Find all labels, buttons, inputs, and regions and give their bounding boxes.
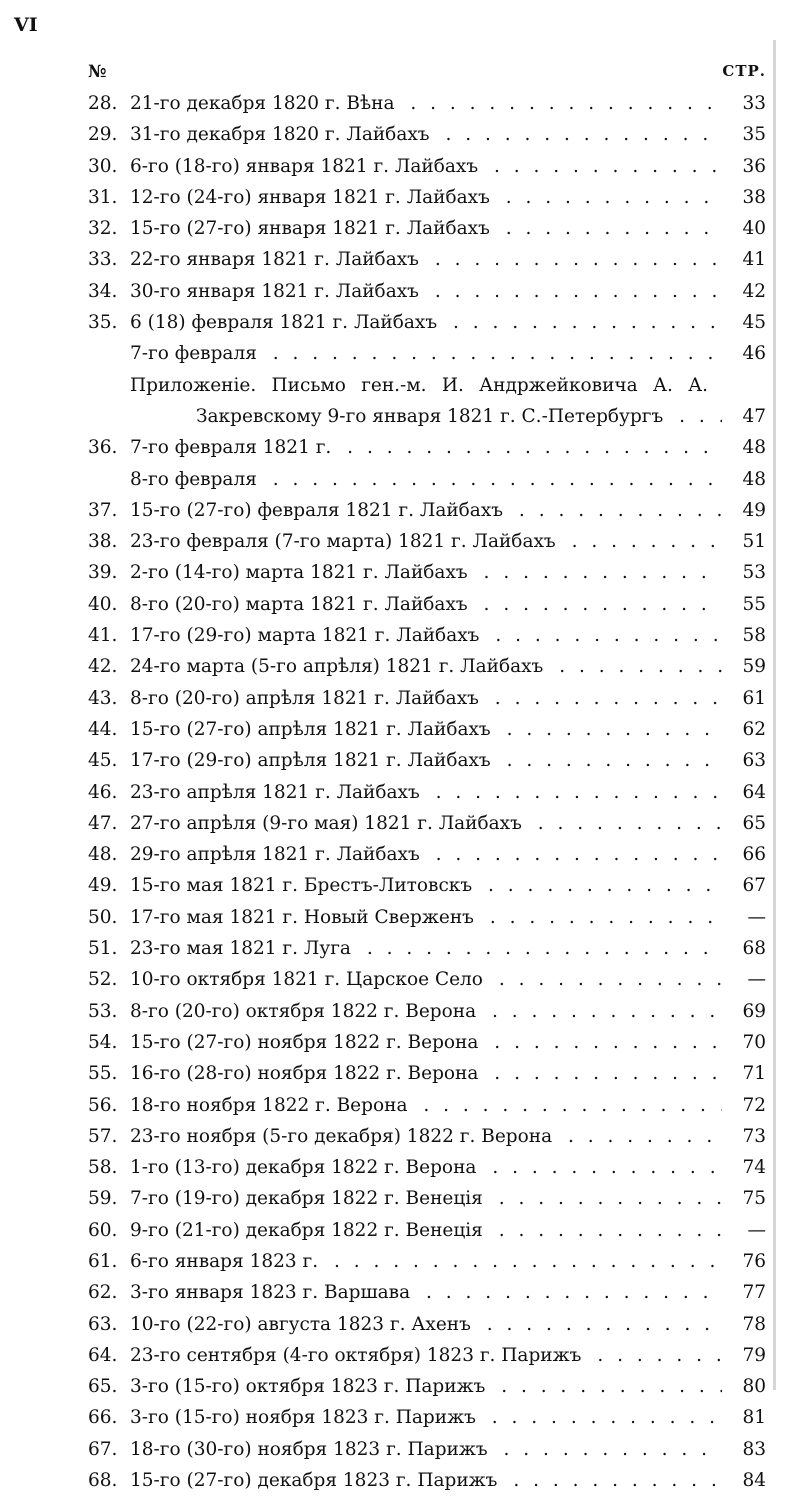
toc-header	[0, 62, 788, 86]
entry-page: 73	[742, 1125, 766, 1147]
entry-title	[130, 1152, 722, 1183]
entry-page: 35	[742, 124, 766, 146]
entry-title-text: 31-го декабря 1820 г. Лайбахъ	[130, 124, 436, 145]
entry-title-text: 29-го апрѣля 1821 г. Лайбахъ	[130, 844, 426, 865]
entry-title	[130, 620, 722, 651]
toc-entry	[0, 88, 788, 119]
entry-page: 65	[742, 812, 766, 834]
entry-title	[130, 1215, 722, 1246]
toc-entry	[0, 1246, 788, 1277]
entry-page: 38	[742, 186, 766, 208]
entry-title-text: 15-го мая 1821 г. Брестъ-Литовскъ	[130, 875, 478, 896]
toc-entry	[0, 1215, 788, 1246]
entry-title	[130, 432, 722, 463]
entry-number: 34.	[88, 280, 118, 302]
entry-number: 58.	[88, 1157, 118, 1179]
entry-title-text: 6-го января 1823 г.	[130, 1251, 324, 1272]
toc-entry	[0, 777, 788, 808]
entry-title	[130, 839, 722, 870]
entry-number: 40.	[88, 593, 118, 615]
entry-title	[130, 902, 722, 933]
entry-number: 38.	[88, 531, 118, 553]
toc-entry	[0, 182, 788, 213]
page-number: VI	[14, 14, 38, 36]
entry-title-text: 3-го января 1823 г. Варшава	[130, 1282, 416, 1303]
entry-title	[130, 1465, 722, 1496]
entry-number: 67.	[88, 1438, 118, 1460]
entry-title	[130, 683, 722, 714]
toc-entry	[0, 1058, 788, 1089]
entry-title-text: 15-го (27-го) февраля 1821 г. Лайбахъ	[130, 500, 509, 521]
toc-entry	[0, 1340, 788, 1371]
toc-entry	[0, 338, 788, 369]
table-of-contents	[0, 88, 788, 1496]
toc-entry	[0, 1309, 788, 1340]
entry-title-text: 12-го (24-го) января 1821 г. Лайбахъ	[130, 187, 496, 208]
entry-title	[130, 338, 722, 369]
entry-number: 59.	[88, 1188, 118, 1210]
entry-title-text: 21-го декабря 1820 г. Вѣна	[130, 93, 401, 114]
toc-entry	[0, 964, 788, 995]
entry-number: 36.	[88, 437, 118, 459]
entry-number: 31.	[88, 186, 118, 208]
entry-number: 64.	[88, 1344, 118, 1366]
toc-entry	[0, 1090, 788, 1121]
entry-number: 52.	[88, 969, 118, 991]
entry-page: 81	[742, 1407, 766, 1429]
entry-page: 55	[742, 593, 766, 615]
toc-entry	[0, 495, 788, 526]
entry-title	[130, 745, 722, 776]
toc-entry	[0, 1183, 788, 1214]
toc-entry	[0, 464, 788, 495]
entry-page: 71	[742, 1063, 766, 1085]
entry-number: 68.	[88, 1470, 118, 1492]
entry-title	[130, 182, 722, 213]
entry-number: 41.	[88, 625, 118, 647]
entry-title-text: 23-го апрѣля 1821 г. Лайбахъ	[130, 782, 426, 803]
toc-entry	[0, 1027, 788, 1058]
entry-page: 49	[742, 499, 766, 521]
entry-number: 65.	[88, 1376, 118, 1398]
entry-title	[130, 88, 722, 119]
entry-number: 50.	[88, 906, 118, 928]
entry-page: 74	[742, 1157, 766, 1179]
entry-page: 67	[742, 875, 766, 897]
entry-page: —	[747, 969, 766, 991]
toc-entry	[0, 1121, 788, 1152]
toc-entry	[0, 589, 788, 620]
entry-page: 70	[742, 1031, 766, 1053]
entry-title	[130, 370, 714, 401]
entry-number: 32.	[88, 218, 118, 240]
entry-page: 66	[742, 844, 766, 866]
entry-title	[130, 1434, 722, 1465]
entry-title-text: 17-го (29-го) апрѣля 1821 г. Лайбахъ	[130, 750, 497, 771]
entry-title	[130, 714, 722, 745]
entry-number: 43.	[88, 687, 118, 709]
toc-entry	[0, 244, 788, 275]
entry-title	[130, 870, 722, 901]
entry-title-text: 8-го (20-го) марта 1821 г. Лайбахъ	[130, 594, 474, 615]
entry-title	[130, 307, 722, 338]
toc-entry	[0, 839, 788, 870]
toc-entry	[0, 1465, 788, 1496]
entry-number: 42.	[88, 656, 118, 678]
entry-number: 55.	[88, 1063, 118, 1085]
toc-entry	[0, 276, 788, 307]
entry-page: 40	[742, 218, 766, 240]
entry-title	[130, 808, 722, 839]
entry-page: 48	[742, 437, 766, 459]
entry-number: 39.	[88, 562, 118, 584]
entry-page: 64	[742, 781, 766, 803]
entry-title-text: 15-го (27-го) ноября 1822 г. Верона	[130, 1032, 484, 1053]
toc-entry	[0, 1371, 788, 1402]
entry-title-text: 8-го (20-го) октября 1822 г. Верона	[130, 1001, 482, 1022]
entry-number: 53.	[88, 1000, 118, 1022]
entry-title-text: 1-го (13-го) декабря 1822 г. Верона	[130, 1157, 482, 1178]
entry-page: 69	[742, 1000, 766, 1022]
entry-title	[130, 996, 722, 1027]
entry-page: 58	[742, 625, 766, 647]
entry-title-text: 24-го марта (5-го апрѣля) 1821 г. Лайбахъ	[130, 656, 549, 677]
entry-title-text: 3-го (15-го) ноября 1823 г. Парижъ	[130, 1407, 482, 1428]
entry-title-text: 8-го (20-го) апрѣля 1821 г. Лайбахъ	[130, 688, 485, 709]
entry-title	[130, 933, 722, 964]
entry-page: 79	[742, 1344, 766, 1366]
toc-entry	[0, 870, 788, 901]
toc-entry	[0, 526, 788, 557]
entry-page: 46	[742, 343, 766, 365]
toc-entry	[0, 151, 788, 182]
entry-number: 60.	[88, 1219, 118, 1241]
entry-page: 84	[742, 1470, 766, 1492]
entry-page: 33	[742, 93, 766, 114]
entry-number: 28.	[88, 93, 118, 114]
entry-title-text: 18-го (30-го) ноября 1823 г. Парижъ	[130, 1439, 494, 1460]
entry-title-text: 23-го ноября (5-го декабря) 1822 г. Верона	[130, 1126, 558, 1147]
entry-title	[130, 777, 722, 808]
entry-number: 30.	[88, 155, 118, 177]
toc-entry	[0, 683, 788, 714]
toc-entry	[0, 1152, 788, 1183]
entry-page: 36	[742, 155, 766, 177]
entry-page: 62	[742, 718, 766, 740]
toc-entry	[0, 401, 788, 432]
entry-page: 48	[742, 468, 766, 490]
entry-page: —	[747, 1219, 766, 1241]
entry-number: 63.	[88, 1313, 118, 1335]
entry-title-text: 23-го февраля (7-го марта) 1821 г. Лайбахъ	[130, 531, 562, 552]
entry-page: 78	[742, 1313, 766, 1335]
entry-title-text: 15-го (27-го) января 1821 г. Лайбахъ	[130, 218, 496, 239]
entry-number: 51.	[88, 938, 118, 960]
entry-page: 41	[742, 249, 766, 271]
entry-number: 29.	[88, 124, 118, 146]
entry-number: 44.	[88, 718, 118, 740]
entry-page: 83	[742, 1438, 766, 1460]
entry-number: 57.	[88, 1125, 118, 1147]
entry-number: 54.	[88, 1031, 118, 1053]
entry-page: 42	[742, 280, 766, 302]
toc-entry	[0, 557, 788, 588]
entry-title	[130, 651, 722, 682]
entry-title-text: 18-го ноября 1822 г. Верона	[130, 1095, 413, 1116]
entry-number: 35.	[88, 312, 118, 334]
entry-number: 66.	[88, 1407, 118, 1429]
entry-title-text: 15-го (27-го) апрѣля 1821 г. Лайбахъ	[130, 719, 497, 740]
entry-title-text: 30-го января 1821 г. Лайбахъ	[130, 281, 425, 302]
entry-title	[130, 1371, 722, 1402]
toc-entry	[0, 651, 788, 682]
entry-title	[130, 464, 722, 495]
page-column-label: СТР.	[722, 62, 766, 80]
entry-title-text: 7-го февраля	[130, 343, 263, 364]
entry-number: 45.	[88, 750, 118, 772]
entry-title	[130, 1402, 722, 1433]
entry-title	[130, 589, 722, 620]
entry-title-text: 9-го (21-го) декабря 1822 г. Венеція	[130, 1220, 489, 1241]
entry-title	[130, 213, 722, 244]
toc-entry	[0, 808, 788, 839]
entry-title	[130, 526, 722, 557]
entry-title	[130, 1183, 722, 1214]
entry-number: 49.	[88, 875, 118, 897]
entry-title	[130, 1309, 722, 1340]
entry-page: 72	[742, 1094, 766, 1116]
entry-title	[130, 1277, 722, 1308]
toc-entry	[0, 213, 788, 244]
entry-title	[130, 964, 722, 995]
entry-title-text: 6 (18) февраля 1821 г. Лайбахъ	[130, 312, 443, 333]
entry-number: 62.	[88, 1282, 118, 1304]
toc-entry	[0, 1434, 788, 1465]
entry-title	[130, 244, 722, 275]
toc-entry	[0, 996, 788, 1027]
entry-title-text: 7-го (19-го) декабря 1822 г. Венеція	[130, 1188, 489, 1209]
entry-title-text: 10-го (22-го) августа 1823 г. Ахенъ	[130, 1314, 477, 1335]
entry-title	[130, 1121, 722, 1152]
entry-title-text: 17-го мая 1821 г. Новый Сверженъ	[130, 907, 480, 928]
entry-title-text: 23-го мая 1821 г. Луга	[130, 938, 357, 959]
entry-title-text: 10-го октября 1821 г. Царское Село	[130, 969, 489, 990]
entry-title-text: 17-го (29-го) марта 1821 г. Лайбахъ	[130, 625, 485, 646]
entry-title	[130, 276, 722, 307]
entry-page: 80	[742, 1376, 766, 1398]
entry-page: 45	[742, 312, 766, 334]
entry-page: 47	[742, 405, 766, 427]
entry-title-text: 23-го сентября (4-го октября) 1823 г. Парижъ	[130, 1345, 587, 1366]
entry-title	[130, 1246, 722, 1277]
toc-entry	[0, 902, 788, 933]
entry-title	[130, 495, 722, 526]
entry-title-text: 7-го февраля 1821 г.	[130, 437, 337, 458]
entry-number: 46.	[88, 781, 118, 803]
toc-entry	[0, 370, 788, 401]
entry-title	[130, 1027, 722, 1058]
entry-page: 61	[742, 687, 766, 709]
toc-entry	[0, 620, 788, 651]
entry-page: 53	[742, 562, 766, 584]
entry-title-text: Приложеніе. Письмо ген.-м. И. Андржейковича А. А.	[130, 375, 714, 396]
toc-entry	[0, 119, 788, 150]
entry-number: 33.	[88, 249, 118, 271]
entry-number: 61.	[88, 1250, 118, 1272]
entry-title	[130, 1058, 722, 1089]
entry-title	[130, 1340, 722, 1371]
toc-entry	[0, 714, 788, 745]
toc-entry	[0, 745, 788, 776]
toc-entry	[0, 1277, 788, 1308]
entry-page: 76	[742, 1250, 766, 1272]
entry-title-text: Закревскому 9-го января 1821 г. С.-Петербургъ	[196, 406, 669, 427]
entry-page: 77	[742, 1282, 766, 1304]
entry-title-text: 3-го (15-го) октября 1823 г. Парижъ	[130, 1376, 491, 1397]
entry-number: 47.	[88, 812, 118, 834]
entry-title-text: 16-го (28-го) ноября 1822 г. Верона	[130, 1063, 484, 1084]
entry-title	[130, 151, 722, 182]
entry-number: 37.	[88, 499, 118, 521]
entry-title	[130, 1090, 722, 1121]
toc-entry	[0, 1402, 788, 1433]
toc-entry	[0, 307, 788, 338]
entry-number: 48.	[88, 844, 118, 866]
entry-title-text: 15-го (27-го) декабря 1823 г. Парижъ	[130, 1470, 503, 1491]
toc-entry	[0, 933, 788, 964]
number-column-label: №	[88, 62, 107, 82]
entry-number: 56.	[88, 1094, 118, 1116]
entry-page: 51	[742, 531, 766, 553]
entry-page: 59	[742, 656, 766, 678]
entry-title-text: 27-го апрѣля (9-го мая) 1821 г. Лайбахъ	[130, 813, 528, 834]
entry-page: 68	[742, 938, 766, 960]
entry-title	[130, 119, 722, 150]
entry-title-text: 2-го (14-го) марта 1821 г. Лайбахъ	[130, 562, 474, 583]
toc-entry	[0, 432, 788, 463]
entry-page: —	[747, 906, 766, 928]
entry-title	[196, 401, 722, 432]
entry-title	[130, 557, 722, 588]
entry-title-text: 8-го февраля	[130, 469, 263, 490]
entry-page: 75	[742, 1188, 766, 1210]
entry-title-text: 22-го января 1821 г. Лайбахъ	[130, 249, 425, 270]
entry-title-text: 6-го (18-го) января 1821 г. Лайбахъ	[130, 156, 484, 177]
entry-page: 63	[742, 750, 766, 772]
